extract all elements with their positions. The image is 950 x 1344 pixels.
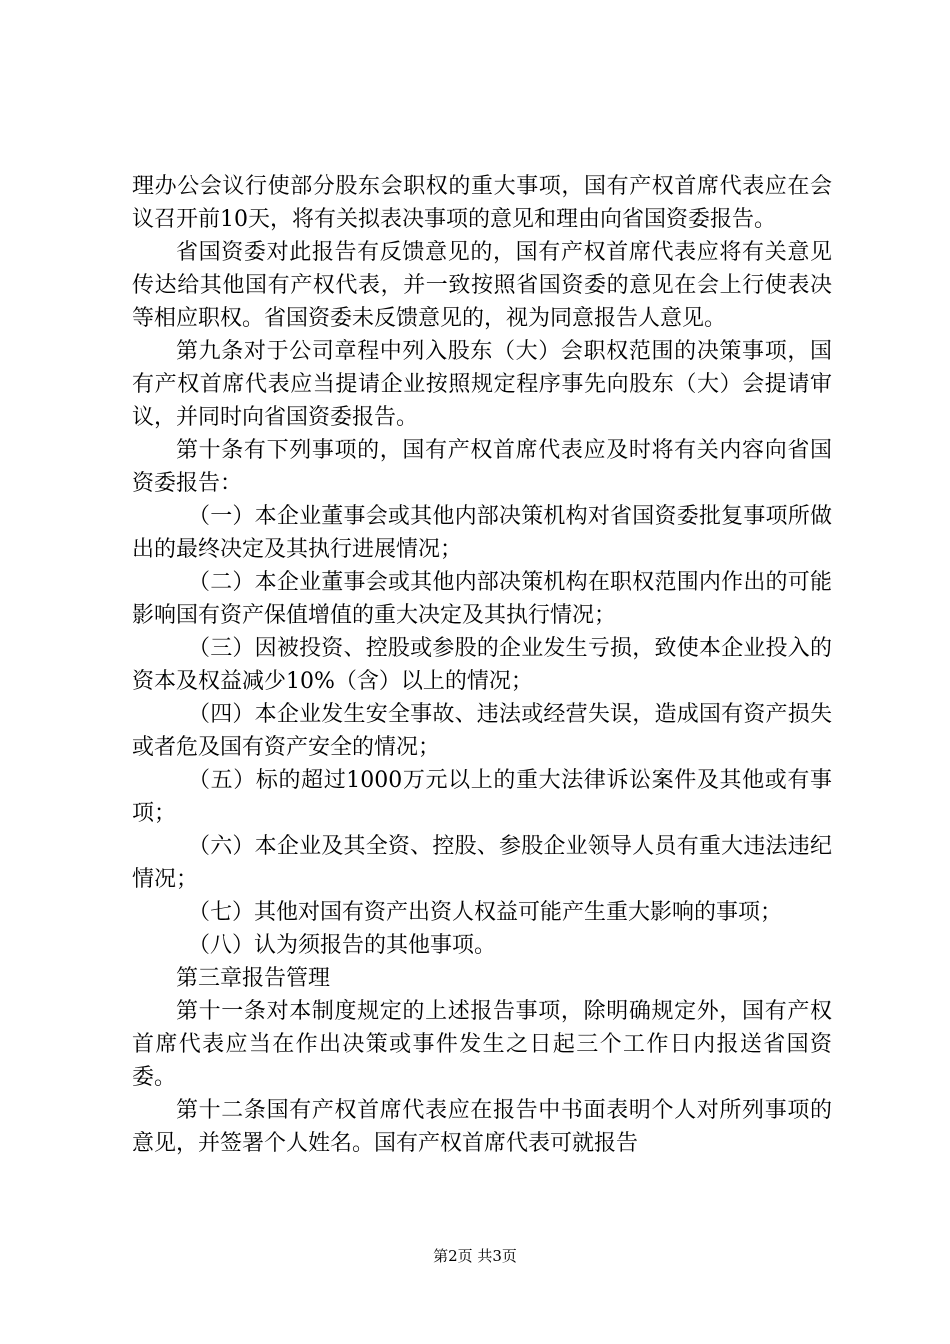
list-item: （八）认为须报告的其他事项。 [188,933,497,958]
page-number-label: 第2页 共3页 [433,1247,517,1265]
list-item: （三）因被投资、控股或参股的企业发生亏损，致使本企业投入的资本及权益减少10%（含）以上的情况； [132,636,832,694]
list-item: （四）本企业发生安全事故、违法或经营失误，造成国有资产损失或者危及国有资产安全的情况； [132,702,832,760]
article-11-paragraph: 第十一条对本制度规定的上述报告事项，除明确规定外，国有产权首席代表应当在作出决策或事件发生之日起三个工作日内报送省国资委。 [132,999,832,1090]
list-item: （一）本企业董事会或其他内部决策机构对省国资委批复事项所做出的最终决定及其执行进展情况； [132,504,832,562]
article-10-paragraph: 第十条有下列事项的，国有产权首席代表应及时将有关内容向省国资委报告： [132,438,832,496]
paragraph: 省国资委对此报告有反馈意见的，国有产权首席代表应将有关意见传达给其他国有产权代表，并一致按照省国资委的意见在会上行使表决等相应职权。省国资委未反馈意见的，视为同意报告人意见。 [132,240,832,331]
article-12-paragraph: 第十二条国有产权首席代表应在报告中书面表明个人对所列事项的意见，并签署个人姓名。国有产权首席代表可就报告 [132,1098,832,1156]
list-item: （五）标的超过1000万元以上的重大法律诉讼案件及其他或有事项； [132,768,832,826]
paragraph: 理办公会议行使部分股东会职权的重大事项，国有产权首席代表应在会议召开前10天，将有关拟表决事项的意见和理由向省国资委报告。 [132,174,832,232]
list-item: （七）其他对国有资产出资人权益可能产生重大影响的事项； [188,900,783,925]
article-9-paragraph: 第九条对于公司章程中列入股东（大）会职权范围的决策事项，国有产权首席代表应当提请企业按照规定程序事先向股东（大）会提请审议，并同时向省国资委报告。 [132,339,832,430]
chapter-heading: 第三章报告管理 [176,966,331,991]
page-footer [0,1246,950,1266]
list-item: （六）本企业及其全资、控股、参股企业领导人员有重大违法违纪情况； [132,834,832,892]
document-body [132,170,832,1160]
list-item: （二）本企业董事会或其他内部决策机构在职权范围内作出的可能影响国有资产保值增值的重大决定及其执行情况； [132,570,832,628]
